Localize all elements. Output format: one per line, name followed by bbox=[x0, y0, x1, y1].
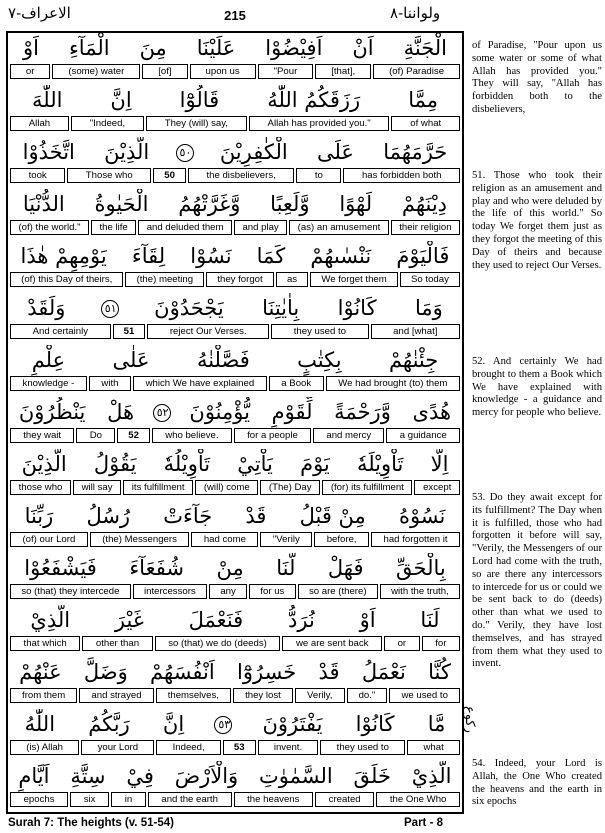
footer-part: Part - 8 bbox=[404, 817, 443, 829]
arabic-word: رَبِّنَا bbox=[24, 504, 54, 528]
arabic-word: كَمَا bbox=[256, 244, 286, 268]
gloss-cell: They (will) say, bbox=[146, 116, 247, 131]
arabic-word: نُرَدُّ bbox=[288, 608, 315, 632]
arabic-line bbox=[8, 605, 462, 636]
verse-number-marker: ٥٠ bbox=[176, 144, 194, 162]
arabic-line bbox=[8, 189, 462, 220]
verse-number: 53 bbox=[223, 740, 256, 755]
arabic-word: لَّنَا bbox=[276, 556, 296, 580]
english-gloss-line bbox=[8, 116, 462, 131]
gloss-cell: a guidance bbox=[386, 428, 460, 443]
arabic-word: الْكٰفِرِيْنَ bbox=[219, 140, 288, 164]
arabic-word: عَلٰى bbox=[112, 348, 150, 372]
arabic-word: عَلَيْنَا bbox=[196, 36, 236, 60]
gloss-cell: that which bbox=[10, 636, 80, 651]
gloss-cell: We had brought (to) them bbox=[326, 376, 460, 391]
gloss-cell: they used to bbox=[320, 740, 405, 755]
arabic-word: وَالْاَرْضَ bbox=[174, 764, 239, 788]
arabic-word: وَّغَرَّتْهُمُ bbox=[178, 192, 241, 216]
arabic-line bbox=[8, 293, 462, 324]
arabic-word: وَلَقَدْ bbox=[27, 296, 66, 320]
arabic-word: كَانُوْا bbox=[355, 712, 395, 736]
arabic-word: يُّؤْمِنُوْنَ bbox=[189, 400, 250, 424]
arabic-word: كُنَّا bbox=[428, 660, 451, 684]
arabic-word: حَرَّمَهُمَا bbox=[383, 140, 448, 164]
gloss-cell: other than bbox=[82, 636, 152, 651]
gloss-cell: we used to bbox=[389, 688, 460, 703]
arabic-word: لِّقَوْمٍ bbox=[271, 400, 313, 424]
gloss-cell: of what bbox=[391, 116, 460, 131]
gloss-cell: intercessors bbox=[133, 584, 207, 599]
verse-number: 51 bbox=[113, 324, 146, 339]
gloss-cell: (for) its fulfillment bbox=[322, 480, 412, 495]
arabic-word: نَسُوْهُ bbox=[398, 504, 446, 528]
gloss-cell: and the earth bbox=[148, 792, 232, 807]
gloss-cell: they forgot bbox=[206, 272, 274, 287]
arabic-word: فِيْ bbox=[126, 764, 154, 788]
gloss-cell: Allah has provided you." bbox=[249, 116, 390, 131]
gloss-cell: We forget them bbox=[310, 272, 398, 287]
gloss-cell: (some) water bbox=[52, 64, 140, 79]
page-number: 215 bbox=[224, 8, 246, 23]
arabic-word: لَنَا bbox=[420, 608, 440, 632]
gloss-cell: reject Our Verses. bbox=[147, 324, 269, 339]
word-by-word-grid bbox=[6, 31, 464, 814]
gloss-cell: with the truth, bbox=[380, 584, 460, 599]
english-gloss-line bbox=[8, 168, 462, 183]
page-header bbox=[0, 0, 605, 30]
gloss-cell: (of) Paradise bbox=[373, 64, 460, 79]
arabic-line bbox=[8, 761, 462, 792]
arabic-word: مِنْ قَبْلُ bbox=[299, 504, 366, 528]
english-gloss-line bbox=[8, 740, 462, 755]
arabic-word: يَوْمِهِمْ هٰذَا bbox=[20, 244, 107, 268]
arabic-word: عَنْهُمْ bbox=[19, 660, 62, 684]
arabic-line bbox=[8, 553, 462, 584]
verse-number-marker: ٥١ bbox=[101, 300, 119, 318]
arabic-word: اِنَّ bbox=[110, 88, 132, 112]
arabic-word: الْجَنَّةِ bbox=[403, 36, 447, 60]
arabic-word: وَضَلَّ bbox=[83, 660, 128, 684]
gloss-cell: which We have explained bbox=[133, 376, 267, 391]
arabic-word: قَالُوْٓا bbox=[179, 88, 220, 112]
english-gloss-line bbox=[8, 428, 462, 443]
arabic-line bbox=[8, 501, 462, 532]
gloss-cell: we are sent back bbox=[282, 636, 382, 651]
arabic-word: يَنْظُرُوْنَ bbox=[18, 400, 86, 424]
arabic-word: الَّذِيْ bbox=[411, 764, 452, 788]
arabic-word: اَوْ bbox=[359, 608, 376, 632]
gloss-cell: the life bbox=[91, 220, 136, 235]
arabic-line bbox=[8, 241, 462, 272]
arabic-word: الْحَيٰوةُ bbox=[94, 192, 149, 216]
arabic-word: خَلَقَ bbox=[353, 764, 391, 788]
arabic-word: رَبَّكُمُ bbox=[88, 712, 130, 736]
gloss-cell: as bbox=[276, 272, 308, 287]
arabic-word: اتَّخَذُوْا bbox=[22, 140, 75, 164]
arabic-word: لِقَآءَ bbox=[131, 244, 166, 268]
english-gloss-line bbox=[8, 324, 462, 339]
arabic-word: يَقُوْلُ bbox=[93, 452, 137, 476]
gloss-cell: (of) our Lord bbox=[10, 532, 88, 547]
english-gloss-line bbox=[8, 272, 462, 287]
arabic-word: كَانُوْا bbox=[337, 296, 377, 320]
english-gloss-line bbox=[8, 636, 462, 651]
arabic-word: اَنْ bbox=[352, 36, 374, 60]
gloss-cell: and mercy bbox=[313, 428, 384, 443]
gloss-cell: what bbox=[407, 740, 460, 755]
arabic-word: فَالْيَوْمَ bbox=[396, 244, 450, 268]
arabic-word: رُسُلُ bbox=[86, 504, 131, 528]
gloss-cell: its fulfillment bbox=[123, 480, 193, 495]
arabic-word: فَهَلْ bbox=[327, 556, 364, 580]
arabic-word: فَنَعْمَلَ bbox=[188, 608, 244, 632]
arabic-word: هُدًى bbox=[412, 400, 452, 424]
arabic-word: بِالْحَقِّ bbox=[396, 556, 446, 580]
gloss-cell: so (that) we do (deeds) bbox=[155, 636, 281, 651]
arabic-word: دِيْنَهُمْ bbox=[401, 192, 448, 216]
arabic-word: الْمَآءِ bbox=[68, 36, 110, 60]
english-gloss-line bbox=[8, 480, 462, 495]
gloss-cell: from them bbox=[10, 688, 77, 703]
sidebar-paragraph: 53. Do they await except for its fulfillment? The Day when it is fulfilled, those who had forgotten it before will say, "Verily, the Messengers of our Lord had come with the truth, so are there any intercessors to intercede for us or could we be sent back to do (deeds) other than what we used to do." Verily, they have lost themselves, and has strayed from them what they used to invent. bbox=[472, 492, 602, 670]
gloss-cell: for a people bbox=[234, 428, 311, 443]
gloss-cell: (the) Messengers bbox=[90, 532, 190, 547]
gloss-cell: "Pour bbox=[258, 64, 314, 79]
gloss-cell: (will) come bbox=[195, 480, 258, 495]
arabic-line bbox=[8, 345, 462, 376]
gloss-cell: [that], bbox=[315, 64, 371, 79]
gloss-cell: any bbox=[209, 584, 247, 599]
arabic-word: تَاْوِيْلُهٗ bbox=[163, 452, 211, 476]
gloss-cell: they wait bbox=[10, 428, 74, 443]
arabic-word: نَنْسٰىهُمْ bbox=[310, 244, 372, 268]
arabic-word: لَهْوًا bbox=[339, 192, 373, 216]
arabic-word: رَزَقَكُمُ اللّٰهُ bbox=[267, 88, 361, 112]
gloss-cell: and deluded them bbox=[138, 220, 232, 235]
verse-number-marker: ٥٣ bbox=[214, 716, 232, 734]
arabic-word: قَدْ bbox=[318, 660, 340, 684]
gloss-cell: invent. bbox=[258, 740, 319, 755]
english-gloss-line bbox=[8, 688, 462, 703]
gloss-cell: (the) meeting bbox=[125, 272, 204, 287]
arabic-word: جَآءَتْ bbox=[163, 504, 213, 528]
gloss-cell: So today bbox=[400, 272, 460, 287]
arabic-word: نَعْمَلُ bbox=[361, 660, 406, 684]
arabic-line bbox=[8, 397, 462, 428]
verse-number-marker: ٥٢ bbox=[153, 404, 171, 422]
surah-name-arabic: الاعراف-٧ bbox=[8, 4, 71, 22]
arabic-word: مِمَّا bbox=[408, 88, 438, 112]
gloss-cell: for bbox=[422, 636, 460, 651]
gloss-cell: Allah bbox=[10, 116, 69, 131]
gloss-cell: and strayed bbox=[79, 688, 153, 703]
arabic-word: مِنْ bbox=[216, 556, 244, 580]
arabic-word: شُفَعَآءَ bbox=[129, 556, 184, 580]
arabic-word: بِكِتٰبٍ bbox=[297, 348, 342, 372]
gloss-cell: they used to bbox=[271, 324, 368, 339]
arabic-line bbox=[8, 85, 462, 116]
arabic-word: يَجْحَدُوْنَ bbox=[154, 296, 224, 320]
gloss-cell: who believe. bbox=[152, 428, 232, 443]
gloss-cell: in bbox=[111, 792, 146, 807]
gloss-cell: those who bbox=[10, 480, 71, 495]
gloss-cell: a Book bbox=[269, 376, 324, 391]
arabic-word: عَلَى bbox=[316, 140, 354, 164]
gloss-cell: for us bbox=[249, 584, 296, 599]
english-gloss-line bbox=[8, 64, 462, 79]
arabic-word: بِاٰيٰتِنَا bbox=[262, 296, 300, 320]
gloss-cell: the heavens bbox=[234, 792, 314, 807]
arabic-word: وَّلَعِبًا bbox=[270, 192, 310, 216]
gloss-cell: (is) Allah bbox=[10, 740, 79, 755]
gloss-cell: created bbox=[315, 792, 374, 807]
sidebar-paragraph: of Paradise, "Pour upon us some water or some of what Allah has provided you." They will say, "Allah has forbidden both to the disbelievers, bbox=[472, 40, 602, 115]
gloss-cell: has forbidden both bbox=[343, 168, 460, 183]
gloss-cell: so are (there) bbox=[298, 584, 378, 599]
gloss-cell: upon us bbox=[190, 64, 256, 79]
gloss-cell: themselves, bbox=[156, 688, 231, 703]
gloss-cell: with bbox=[89, 376, 131, 391]
gloss-cell: had forgotten it bbox=[371, 532, 460, 547]
ruku-mark: ركوع bbox=[462, 706, 477, 733]
gloss-cell: (of) this Day of theirs, bbox=[10, 272, 123, 287]
gloss-cell: Those who bbox=[67, 168, 151, 183]
arabic-word: مَّا bbox=[427, 712, 446, 736]
gloss-cell: took bbox=[10, 168, 65, 183]
arabic-word: السَّمٰوٰتِ bbox=[258, 764, 333, 788]
arabic-word: اَنْفُسَهُمْ bbox=[150, 660, 215, 684]
gloss-cell: (as) an amusement bbox=[289, 220, 389, 235]
arabic-word: وَّرَحْمَةً bbox=[334, 400, 391, 424]
arabic-word: الَّذِيْ bbox=[30, 608, 71, 632]
arabic-word: اَيَّامٍ bbox=[18, 764, 50, 788]
gloss-cell: except bbox=[414, 480, 460, 495]
arabic-word: الدُّنْيَا bbox=[22, 192, 65, 216]
english-gloss-line bbox=[8, 220, 462, 235]
gloss-cell: [of] bbox=[142, 64, 187, 79]
sidebar-paragraph: 54. Indeed, your Lord is Allah, the One Who created the heavens and the earth in six epochs bbox=[472, 758, 602, 808]
gloss-cell: (of) the world." bbox=[10, 220, 89, 235]
verse-number: 50 bbox=[153, 168, 186, 183]
gloss-cell: the One Who bbox=[376, 792, 460, 807]
juz-name-arabic: ولواننا-٨ bbox=[390, 4, 441, 22]
gloss-cell: knowledge - bbox=[10, 376, 87, 391]
arabic-word: يَفْتَرُوْنَ bbox=[262, 712, 323, 736]
english-gloss-line bbox=[8, 792, 462, 807]
sidebar-paragraph: 51. Those who took their religion as an amusement and play and who were deluded by the life of this world." So today We forget them just as they forgot the meeting of this Day of theirs and because they used to reject Our Verses. bbox=[472, 170, 602, 271]
page-footer bbox=[0, 815, 605, 833]
gloss-cell: or bbox=[10, 64, 50, 79]
arabic-word: خَسِرُوْٓا bbox=[237, 660, 297, 684]
gloss-cell: six bbox=[70, 792, 109, 807]
gloss-cell: (The) Day bbox=[260, 480, 320, 495]
gloss-cell: "Indeed, bbox=[71, 116, 144, 131]
english-gloss-line bbox=[8, 584, 462, 599]
gloss-cell: epochs bbox=[10, 792, 68, 807]
arabic-word: سِتَّةِ bbox=[70, 764, 106, 788]
arabic-word: غَيْرَ bbox=[114, 608, 144, 632]
gloss-cell: so (that) they intercede bbox=[10, 584, 131, 599]
gloss-cell: they lost bbox=[233, 688, 293, 703]
gloss-cell: and play bbox=[234, 220, 287, 235]
arabic-word: الَّذِيْنَ bbox=[104, 140, 150, 164]
arabic-word: هَلْ bbox=[107, 400, 135, 424]
gloss-cell: will say bbox=[73, 480, 121, 495]
arabic-line bbox=[8, 137, 462, 168]
arabic-word: تَاْوِيْلَهٗ bbox=[356, 452, 404, 476]
arabic-word: اللّٰهَ bbox=[31, 88, 63, 112]
arabic-line bbox=[8, 657, 462, 688]
gloss-cell: Verily, bbox=[295, 688, 345, 703]
arabic-word: الَّذِيْنَ bbox=[21, 452, 67, 476]
gloss-cell: the disbelievers, bbox=[188, 168, 294, 183]
gloss-cell: to bbox=[296, 168, 341, 183]
english-gloss-line bbox=[8, 376, 462, 391]
arabic-word: فَيَشْفَعُوْا bbox=[24, 556, 97, 580]
arabic-word: وَمَا bbox=[414, 296, 443, 320]
english-gloss-line bbox=[8, 532, 462, 547]
arabic-word: يَوْمَ bbox=[300, 452, 330, 476]
arabic-line bbox=[8, 33, 462, 64]
arabic-line bbox=[8, 449, 462, 480]
arabic-word: يَاْتِيْ bbox=[237, 452, 273, 476]
gloss-cell: before, bbox=[314, 532, 369, 547]
gloss-cell: do." bbox=[347, 688, 388, 703]
gloss-cell: and [what] bbox=[371, 324, 460, 339]
arabic-line bbox=[8, 709, 462, 740]
gloss-cell: Indeed, bbox=[156, 740, 221, 755]
gloss-cell: And certainly bbox=[10, 324, 111, 339]
arabic-word: اِنَّ bbox=[162, 712, 185, 736]
arabic-word: فَصَّلْنٰهُ bbox=[196, 348, 250, 372]
verse-number: 52 bbox=[117, 428, 150, 443]
gloss-cell: or bbox=[384, 636, 420, 651]
arabic-word: اَوْ bbox=[22, 36, 39, 60]
sidebar-paragraph: 52. And certainly We had brought to them a Book which We have explained with knowledge - a guidance and mercy for people who believe. bbox=[472, 356, 602, 419]
arabic-word: اِلَّا bbox=[430, 452, 449, 476]
gloss-cell: Do bbox=[76, 428, 115, 443]
gloss-cell: their religion bbox=[391, 220, 460, 235]
gloss-cell: had come bbox=[191, 532, 258, 547]
arabic-word: قَدْ bbox=[245, 504, 267, 528]
gloss-cell: your Lord bbox=[81, 740, 154, 755]
arabic-word: اللّٰهُ bbox=[24, 712, 56, 736]
arabic-word: نَسُوْا bbox=[190, 244, 232, 268]
arabic-word: عِلْمٍ bbox=[31, 348, 66, 372]
arabic-word: مِنَ bbox=[139, 36, 167, 60]
arabic-word: اَفِيْضُوْا bbox=[265, 36, 323, 60]
footer-surah-title: Surah 7: The heights (v. 51-54) bbox=[8, 817, 174, 829]
gloss-cell: "Verily bbox=[260, 532, 312, 547]
arabic-word: جِئْنٰهُمْ bbox=[388, 348, 439, 372]
